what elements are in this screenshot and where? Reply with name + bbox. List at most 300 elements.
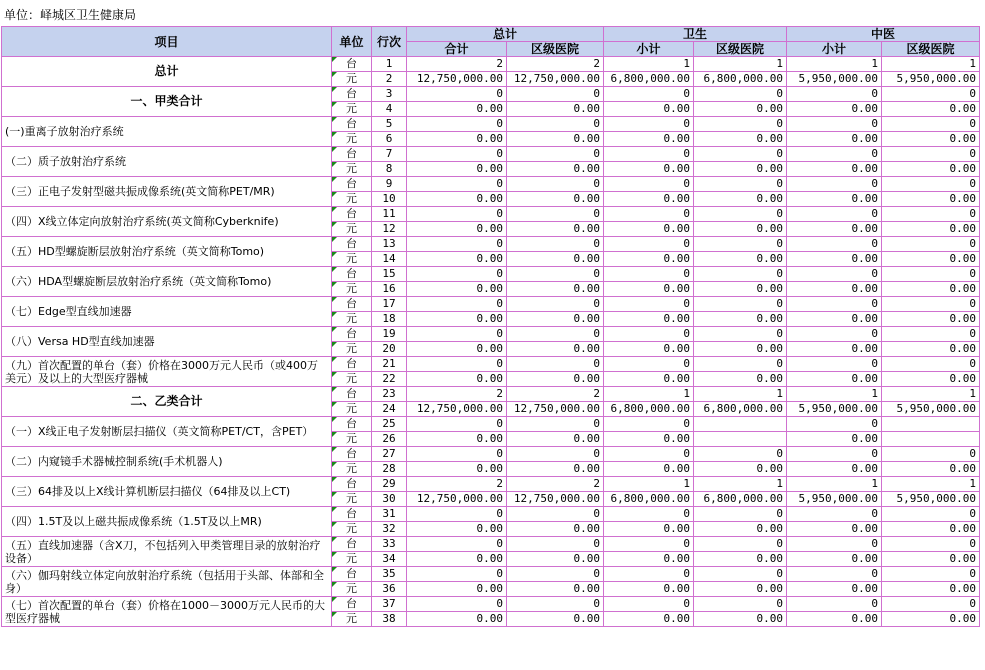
value-cell: 0.00 bbox=[507, 102, 604, 117]
value-cell: 0 bbox=[882, 357, 980, 372]
value-cell: 0 bbox=[694, 267, 787, 282]
value-cell: 0.00 bbox=[694, 582, 787, 597]
value-cell: 0.00 bbox=[407, 282, 507, 297]
value-cell: 0.00 bbox=[407, 192, 507, 207]
value-cell: 0 bbox=[407, 117, 507, 132]
header-group-total: 总计 bbox=[407, 27, 604, 42]
value-cell: 0 bbox=[407, 507, 507, 522]
unit-line: 单位：峄城区卫生健康局 bbox=[4, 8, 137, 22]
value-cell: 6,800,000.00 bbox=[604, 492, 694, 507]
value-cell: 0.00 bbox=[407, 582, 507, 597]
unit-cell: 元 bbox=[332, 162, 372, 177]
value-cell: 0.00 bbox=[604, 552, 694, 567]
value-cell: 0.00 bbox=[787, 192, 882, 207]
value-cell: 0 bbox=[507, 207, 604, 222]
table-row bbox=[2, 117, 980, 132]
table-row bbox=[2, 87, 980, 102]
unit-cell: 元 bbox=[332, 192, 372, 207]
value-cell: 0 bbox=[787, 237, 882, 252]
table-row bbox=[2, 207, 980, 222]
row-number-cell: 28 bbox=[372, 462, 407, 477]
row-number-cell: 2 bbox=[372, 72, 407, 87]
unit-cell: 元 bbox=[332, 312, 372, 327]
header-sub: 区级医院 bbox=[694, 42, 787, 57]
unit-cell: 元 bbox=[332, 582, 372, 597]
value-cell: 0.00 bbox=[507, 612, 604, 627]
value-cell: 0.00 bbox=[407, 432, 507, 447]
value-cell: 0 bbox=[882, 237, 980, 252]
unit-cell: 元 bbox=[332, 522, 372, 537]
unit-cell: 台 bbox=[332, 147, 372, 162]
value-cell: 0.00 bbox=[787, 102, 882, 117]
row-number-cell: 20 bbox=[372, 342, 407, 357]
value-cell: 0.00 bbox=[787, 312, 882, 327]
value-cell: 5,950,000.00 bbox=[787, 402, 882, 417]
row-number-cell: 4 bbox=[372, 102, 407, 117]
unit-cell: 元 bbox=[332, 462, 372, 477]
value-cell: 0 bbox=[604, 417, 694, 432]
value-cell: 0.00 bbox=[507, 132, 604, 147]
unit-cell: 台 bbox=[332, 417, 372, 432]
value-cell: 0.00 bbox=[882, 342, 980, 357]
unit-cell: 台 bbox=[332, 357, 372, 372]
item-label: （六）HDA型螺旋断层放射治疗系统（英文简称Tomo) bbox=[2, 267, 332, 297]
row-number-cell: 5 bbox=[372, 117, 407, 132]
value-cell: 0 bbox=[787, 327, 882, 342]
value-cell: 1 bbox=[694, 477, 787, 492]
value-cell: 5,950,000.00 bbox=[787, 72, 882, 87]
value-cell: 0.00 bbox=[787, 432, 882, 447]
value-cell: 0 bbox=[407, 87, 507, 102]
table-row bbox=[2, 447, 980, 462]
unit-cell: 台 bbox=[332, 177, 372, 192]
value-cell: 0.00 bbox=[507, 312, 604, 327]
value-cell: 0 bbox=[882, 297, 980, 312]
row-number-cell: 24 bbox=[372, 402, 407, 417]
table-row bbox=[2, 267, 980, 282]
value-cell: 0.00 bbox=[604, 462, 694, 477]
value-cell: 0.00 bbox=[604, 612, 694, 627]
value-cell: 0.00 bbox=[694, 252, 787, 267]
value-cell: 0 bbox=[882, 117, 980, 132]
header-sub: 合计 bbox=[407, 42, 507, 57]
value-cell: 12,750,000.00 bbox=[407, 402, 507, 417]
header-group-tcm: 中医 bbox=[787, 27, 980, 42]
value-cell: 0 bbox=[694, 537, 787, 552]
value-cell: 0.00 bbox=[694, 192, 787, 207]
value-cell: 0.00 bbox=[882, 612, 980, 627]
value-cell: 0 bbox=[604, 147, 694, 162]
value-cell: 0 bbox=[694, 297, 787, 312]
item-label: 总计 bbox=[2, 57, 332, 87]
table-row bbox=[2, 417, 980, 432]
unit-cell: 台 bbox=[332, 267, 372, 282]
value-cell: 0.00 bbox=[694, 612, 787, 627]
value-cell: 0.00 bbox=[694, 522, 787, 537]
table-row bbox=[2, 297, 980, 312]
item-label: 二、乙类合计 bbox=[2, 387, 332, 417]
row-number-cell: 33 bbox=[372, 537, 407, 552]
row-number-cell: 31 bbox=[372, 507, 407, 522]
value-cell: 0.00 bbox=[407, 462, 507, 477]
value-cell: 2 bbox=[507, 387, 604, 402]
value-cell: 0 bbox=[787, 117, 882, 132]
value-cell: 0.00 bbox=[507, 432, 604, 447]
value-cell: 0.00 bbox=[787, 132, 882, 147]
value-cell: 0.00 bbox=[882, 312, 980, 327]
unit-cell: 元 bbox=[332, 252, 372, 267]
unit-cell: 台 bbox=[332, 87, 372, 102]
unit-cell: 元 bbox=[332, 342, 372, 357]
value-cell: 12,750,000.00 bbox=[407, 72, 507, 87]
value-cell: 0 bbox=[507, 537, 604, 552]
value-cell: 6,800,000.00 bbox=[604, 72, 694, 87]
value-cell: 0 bbox=[694, 237, 787, 252]
value-cell: 0.00 bbox=[787, 612, 882, 627]
item-label: （一）X线正电子发射断层扫描仪（英文简称PET/CT，含PET） bbox=[2, 417, 332, 447]
value-cell: 0 bbox=[604, 87, 694, 102]
item-label: （五）HD型螺旋断层放射治疗系统（英文简称Tomo) bbox=[2, 237, 332, 267]
value-cell: 0 bbox=[604, 237, 694, 252]
value-cell: 0 bbox=[507, 567, 604, 582]
value-cell: 0.00 bbox=[604, 522, 694, 537]
table-row bbox=[2, 597, 980, 612]
value-cell: 0 bbox=[787, 87, 882, 102]
table-row bbox=[2, 57, 980, 72]
value-cell: 0.00 bbox=[694, 552, 787, 567]
value-cell: 0.00 bbox=[694, 102, 787, 117]
row-number-cell: 9 bbox=[372, 177, 407, 192]
unit-cell: 台 bbox=[332, 207, 372, 222]
value-cell: 0.00 bbox=[604, 312, 694, 327]
value-cell: 0.00 bbox=[882, 162, 980, 177]
unit-cell: 元 bbox=[332, 402, 372, 417]
value-cell: 0.00 bbox=[507, 522, 604, 537]
row-number-cell: 34 bbox=[372, 552, 407, 567]
value-cell: 0 bbox=[507, 417, 604, 432]
value-cell: 0 bbox=[694, 597, 787, 612]
value-cell: 0.00 bbox=[604, 372, 694, 387]
value-cell: 12,750,000.00 bbox=[507, 72, 604, 87]
value-cell: 0.00 bbox=[694, 462, 787, 477]
row-number-cell: 19 bbox=[372, 327, 407, 342]
value-cell: 0 bbox=[407, 177, 507, 192]
value-cell: 0.00 bbox=[787, 162, 882, 177]
value-cell: 0 bbox=[604, 117, 694, 132]
value-cell: 0.00 bbox=[407, 522, 507, 537]
table-row bbox=[2, 327, 980, 342]
table-row bbox=[2, 177, 980, 192]
row-number-cell: 37 bbox=[372, 597, 407, 612]
value-cell: 0.00 bbox=[407, 132, 507, 147]
value-cell: 0 bbox=[507, 237, 604, 252]
value-cell: 0 bbox=[507, 447, 604, 462]
value-cell: 0 bbox=[604, 537, 694, 552]
value-cell: 0.00 bbox=[507, 372, 604, 387]
value-cell: 0 bbox=[787, 177, 882, 192]
value-cell: 0 bbox=[507, 297, 604, 312]
value-cell: 2 bbox=[507, 57, 604, 72]
value-cell bbox=[694, 417, 787, 432]
value-cell: 12,750,000.00 bbox=[407, 492, 507, 507]
item-label: （四）X线立体定向放射治疗系统(英文简称Cyberknife) bbox=[2, 207, 332, 237]
row-number-cell: 14 bbox=[372, 252, 407, 267]
value-cell: 1 bbox=[604, 387, 694, 402]
value-cell: 5,950,000.00 bbox=[882, 402, 980, 417]
item-label: （三）64排及以上X线计算机断层扫描仪（64排及以上CT) bbox=[2, 477, 332, 507]
value-cell: 0.00 bbox=[604, 222, 694, 237]
row-number-cell: 22 bbox=[372, 372, 407, 387]
table-row bbox=[2, 507, 980, 522]
value-cell: 0 bbox=[694, 567, 787, 582]
table-row bbox=[2, 357, 980, 372]
item-label: (一)重离子放射治疗系统 bbox=[2, 117, 332, 147]
unit-cell: 台 bbox=[332, 117, 372, 132]
value-cell: 0 bbox=[604, 297, 694, 312]
unit-cell: 元 bbox=[332, 552, 372, 567]
unit-cell: 台 bbox=[332, 297, 372, 312]
value-cell: 0 bbox=[604, 507, 694, 522]
row-number-cell: 8 bbox=[372, 162, 407, 177]
value-cell: 5,950,000.00 bbox=[787, 492, 882, 507]
value-cell: 0.00 bbox=[507, 342, 604, 357]
unit-cell: 元 bbox=[332, 132, 372, 147]
value-cell: 0 bbox=[507, 117, 604, 132]
value-cell: 0.00 bbox=[694, 372, 787, 387]
row-number-cell: 23 bbox=[372, 387, 407, 402]
item-label: （八）Versa HD型直线加速器 bbox=[2, 327, 332, 357]
value-cell: 0 bbox=[507, 507, 604, 522]
value-cell: 1 bbox=[882, 477, 980, 492]
value-cell: 0 bbox=[604, 327, 694, 342]
item-label: （六）伽玛射线立体定向放射治疗系统（包括用于头部、体部和全身） bbox=[2, 567, 332, 597]
value-cell: 0 bbox=[882, 597, 980, 612]
row-number-cell: 15 bbox=[372, 267, 407, 282]
unit-cell: 台 bbox=[332, 447, 372, 462]
value-cell: 0 bbox=[507, 327, 604, 342]
value-cell: 0.00 bbox=[694, 222, 787, 237]
value-cell: 0 bbox=[882, 87, 980, 102]
value-cell: 6,800,000.00 bbox=[694, 492, 787, 507]
value-cell: 1 bbox=[604, 57, 694, 72]
value-cell: 0 bbox=[407, 297, 507, 312]
table-row bbox=[2, 537, 980, 552]
value-cell: 0 bbox=[787, 357, 882, 372]
value-cell: 1 bbox=[882, 387, 980, 402]
header-group-health: 卫生 bbox=[604, 27, 787, 42]
value-cell: 0 bbox=[787, 297, 882, 312]
value-cell: 0.00 bbox=[694, 342, 787, 357]
table-row bbox=[2, 567, 980, 582]
value-cell: 0.00 bbox=[604, 162, 694, 177]
unit-cell: 台 bbox=[332, 477, 372, 492]
value-cell: 0 bbox=[787, 567, 882, 582]
unit-cell: 台 bbox=[332, 237, 372, 252]
value-cell: 0 bbox=[407, 597, 507, 612]
value-cell: 0 bbox=[604, 357, 694, 372]
unit-cell: 元 bbox=[332, 72, 372, 87]
value-cell: 0.00 bbox=[787, 522, 882, 537]
value-cell: 0.00 bbox=[507, 462, 604, 477]
value-cell: 0 bbox=[407, 207, 507, 222]
value-cell: 0 bbox=[787, 537, 882, 552]
value-cell: 6,800,000.00 bbox=[694, 402, 787, 417]
value-cell: 0.00 bbox=[882, 252, 980, 267]
value-cell: 0 bbox=[694, 327, 787, 342]
value-cell: 1 bbox=[694, 57, 787, 72]
value-cell: 1 bbox=[694, 387, 787, 402]
value-cell: 12,750,000.00 bbox=[507, 492, 604, 507]
value-cell: 0.00 bbox=[407, 312, 507, 327]
value-cell: 0.00 bbox=[787, 342, 882, 357]
value-cell: 0.00 bbox=[882, 222, 980, 237]
value-cell: 0.00 bbox=[882, 582, 980, 597]
row-number-cell: 1 bbox=[372, 57, 407, 72]
value-cell: 0.00 bbox=[507, 192, 604, 207]
value-cell: 1 bbox=[787, 477, 882, 492]
value-cell: 0.00 bbox=[604, 102, 694, 117]
value-cell: 0 bbox=[694, 117, 787, 132]
value-cell: 0.00 bbox=[407, 552, 507, 567]
value-cell: 0 bbox=[407, 357, 507, 372]
value-cell: 0.00 bbox=[787, 222, 882, 237]
value-cell: 0 bbox=[694, 447, 787, 462]
row-number-cell: 27 bbox=[372, 447, 407, 462]
value-cell: 0 bbox=[407, 567, 507, 582]
row-number-cell: 30 bbox=[372, 492, 407, 507]
value-cell: 0 bbox=[882, 177, 980, 192]
unit-cell: 台 bbox=[332, 327, 372, 342]
value-cell: 0.00 bbox=[604, 432, 694, 447]
row-number-cell: 26 bbox=[372, 432, 407, 447]
value-cell: 0 bbox=[694, 147, 787, 162]
header-sub: 小计 bbox=[604, 42, 694, 57]
value-cell: 0 bbox=[787, 507, 882, 522]
value-cell: 0.00 bbox=[787, 582, 882, 597]
row-number-cell: 3 bbox=[372, 87, 407, 102]
value-cell: 0 bbox=[407, 447, 507, 462]
value-cell: 0.00 bbox=[407, 162, 507, 177]
value-cell: 2 bbox=[407, 57, 507, 72]
item-label: （七）Edge型直线加速器 bbox=[2, 297, 332, 327]
item-label: （七）首次配置的单台（套）价格在1000－3000万元人民币的大型医疗器械 bbox=[2, 597, 332, 627]
value-cell: 0.00 bbox=[407, 612, 507, 627]
value-cell: 0.00 bbox=[787, 282, 882, 297]
value-cell: 0 bbox=[604, 567, 694, 582]
value-cell: 0.00 bbox=[407, 222, 507, 237]
value-cell: 0 bbox=[604, 177, 694, 192]
value-cell: 0 bbox=[787, 447, 882, 462]
value-cell: 0.00 bbox=[882, 102, 980, 117]
value-cell: 0.00 bbox=[407, 252, 507, 267]
value-cell: 6,800,000.00 bbox=[694, 72, 787, 87]
value-cell: 2 bbox=[407, 387, 507, 402]
value-cell: 0 bbox=[882, 567, 980, 582]
value-cell: 0 bbox=[407, 537, 507, 552]
value-cell: 0 bbox=[882, 447, 980, 462]
unit-cell: 台 bbox=[332, 537, 372, 552]
item-label: （五）直线加速器（含X刀，不包括列入甲类管理目录的放射治疗设备） bbox=[2, 537, 332, 567]
value-cell: 0.00 bbox=[882, 282, 980, 297]
value-cell: 0 bbox=[407, 237, 507, 252]
item-label: （四）1.5T及以上磁共振成像系统（1.5T及以上MR) bbox=[2, 507, 332, 537]
value-cell: 0.00 bbox=[604, 192, 694, 207]
unit-cell: 元 bbox=[332, 492, 372, 507]
value-cell: 0 bbox=[604, 597, 694, 612]
value-cell: 0 bbox=[787, 207, 882, 222]
value-cell: 0 bbox=[694, 207, 787, 222]
header-item: 项目 bbox=[2, 27, 332, 57]
value-cell: 0.00 bbox=[882, 522, 980, 537]
unit-cell: 元 bbox=[332, 372, 372, 387]
value-cell: 0.00 bbox=[604, 252, 694, 267]
value-cell bbox=[882, 432, 980, 447]
value-cell: 0 bbox=[604, 207, 694, 222]
value-cell: 0.00 bbox=[787, 372, 882, 387]
value-cell: 0 bbox=[787, 417, 882, 432]
row-number-cell: 29 bbox=[372, 477, 407, 492]
value-cell: 2 bbox=[407, 477, 507, 492]
row-number-cell: 7 bbox=[372, 147, 407, 162]
table-row bbox=[2, 147, 980, 162]
value-cell: 0 bbox=[882, 537, 980, 552]
value-cell: 12,750,000.00 bbox=[507, 402, 604, 417]
value-cell: 0.00 bbox=[507, 582, 604, 597]
value-cell: 0 bbox=[507, 87, 604, 102]
value-cell: 0.00 bbox=[694, 282, 787, 297]
value-cell: 0.00 bbox=[694, 132, 787, 147]
unit-cell: 台 bbox=[332, 597, 372, 612]
item-label: （二）质子放射治疗系统 bbox=[2, 147, 332, 177]
value-cell: 5,950,000.00 bbox=[882, 72, 980, 87]
value-cell: 0.00 bbox=[604, 132, 694, 147]
value-cell: 0 bbox=[507, 357, 604, 372]
value-cell: 0 bbox=[882, 267, 980, 282]
value-cell: 0 bbox=[694, 357, 787, 372]
value-cell: 0.00 bbox=[604, 582, 694, 597]
row-number-cell: 6 bbox=[372, 132, 407, 147]
unit-cell: 元 bbox=[332, 432, 372, 447]
value-cell: 0.00 bbox=[604, 342, 694, 357]
item-label: （二）内窥镜手术器械控制系统(手术机器人) bbox=[2, 447, 332, 477]
row-number-cell: 11 bbox=[372, 207, 407, 222]
table-row bbox=[2, 387, 980, 402]
value-cell: 0 bbox=[882, 207, 980, 222]
header-sub: 区级医院 bbox=[882, 42, 980, 57]
value-cell: 0 bbox=[507, 597, 604, 612]
table-row bbox=[2, 477, 980, 492]
value-cell: 1 bbox=[787, 387, 882, 402]
header-row-no: 行次 bbox=[372, 27, 407, 57]
value-cell: 0 bbox=[882, 507, 980, 522]
value-cell: 0.00 bbox=[882, 132, 980, 147]
value-cell: 0 bbox=[407, 417, 507, 432]
unit-cell: 台 bbox=[332, 387, 372, 402]
unit-cell: 元 bbox=[332, 282, 372, 297]
value-cell: 0.00 bbox=[507, 282, 604, 297]
row-number-cell: 21 bbox=[372, 357, 407, 372]
value-cell: 0 bbox=[407, 327, 507, 342]
item-label: （九）首次配置的单台（套）价格在3000万元人民币（或400万美元）及以上的大型医疗器械 bbox=[2, 357, 332, 387]
value-cell: 0.00 bbox=[407, 102, 507, 117]
value-cell: 0.00 bbox=[604, 282, 694, 297]
value-cell: 0.00 bbox=[507, 552, 604, 567]
value-cell: 0 bbox=[787, 147, 882, 162]
unit-cell: 台 bbox=[332, 507, 372, 522]
unit-cell: 台 bbox=[332, 567, 372, 582]
row-number-cell: 35 bbox=[372, 567, 407, 582]
row-number-cell: 36 bbox=[372, 582, 407, 597]
